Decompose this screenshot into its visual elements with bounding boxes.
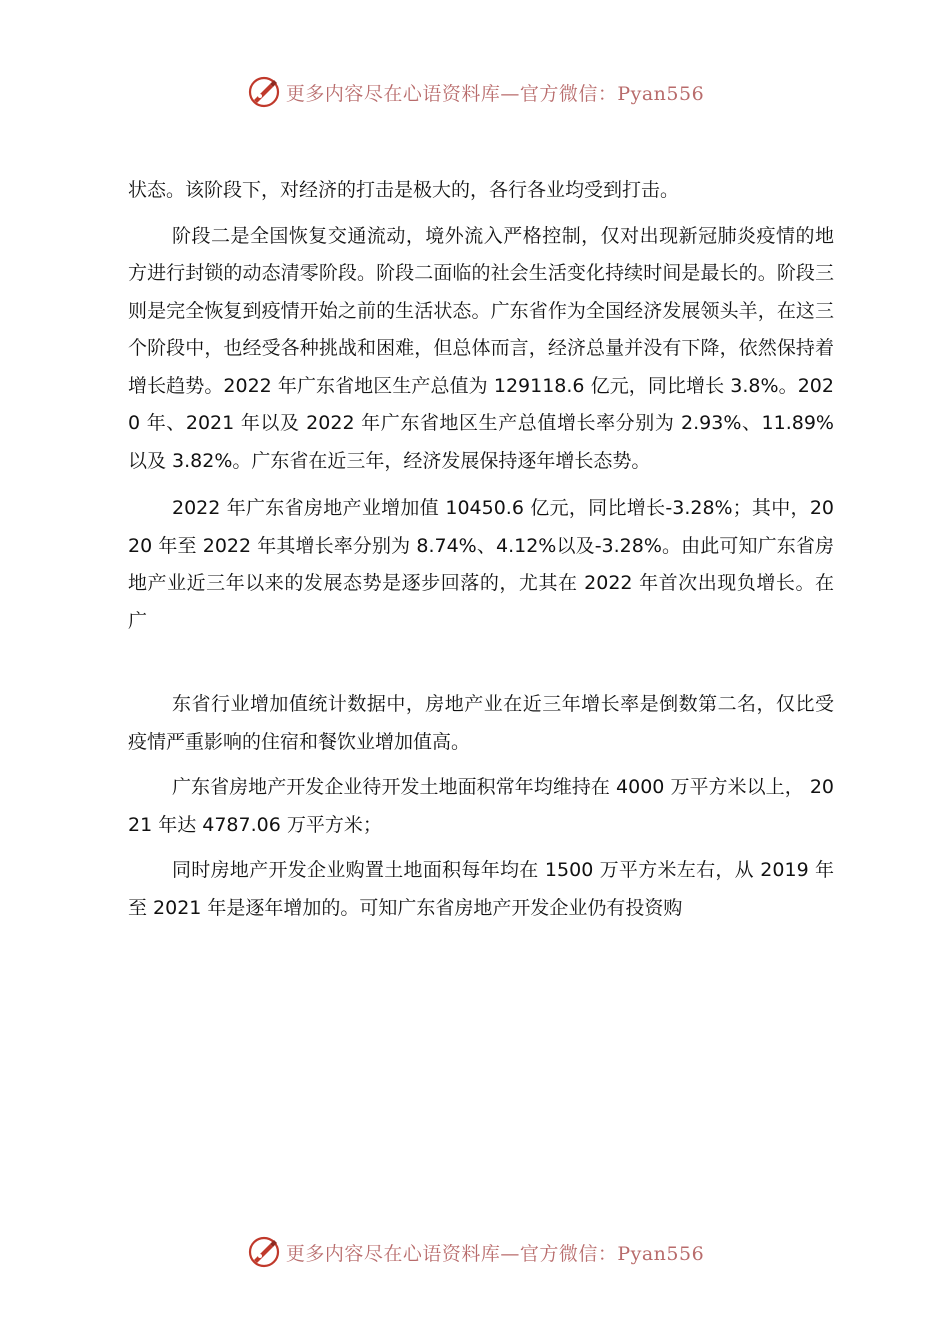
paragraph-4: 东省行业增加值统计数据中，房地产业在近三年增长率是倒数第二名，仅比受疫情严重影响的住宿和餐饮业增加值高。 xyxy=(128,693,834,753)
pen-logo-icon xyxy=(246,74,282,110)
header-text: 更多内容尽在心语资料库—官方微信：Pyan556 xyxy=(285,82,705,105)
paragraph-1: 状态。该阶段下，对经济的打击是极大的，各行各业均受到打击。 xyxy=(128,179,680,201)
footer-banner xyxy=(0,1230,950,1274)
header-banner xyxy=(0,70,950,114)
paragraph-3: 2022 年广东省房地产业增加值 10450.6 亿元，同比增长-3.28%；其中，2020 年至 2022 年其增长率分别为 8.74%、4.12%以及-3.28%。由此可知广东省房地产业近三年以来的发展态势是逐步回落的，尤其在 2022 年首次出现负增长。在广 xyxy=(128,497,834,632)
paragraph-5: 广东省房地产开发企业待开发土地面积常年均维持在 4000 万平方米以上， 2021 年达 4787.06 万平方米； xyxy=(128,776,834,836)
footer-text: 更多内容尽在心语资料库—官方微信：Pyan556 xyxy=(285,1242,705,1265)
pen-logo-icon xyxy=(246,1234,282,1270)
paragraph-2: 阶段二是全国恢复交通流动，境外流入严格控制，仅对出现新冠肺炎疫情的地方进行封锁的动态清零阶段。阶段二面临的社会生活变化持续时间是最长的。阶段三则是完全恢复到疫情开始之前的生活状态。广东省作为全国经济发展领头羊，在这三个阶段中，也经受各种挑战和困难，但总体而言，经济总量并没有下降，依然保持着增长趋势。2022 年广东省地区生产总值为 129118.6 亿元，同比增长 3.8%。2020 年、2021 年以及 2022 年广东省地区生产总值增长率分别为 2.93%、11.89%以及 3.82%。广东省在近三年，经济发展保持逐年增长态势。 xyxy=(128,224,834,472)
document-body xyxy=(128,172,834,927)
paragraph-6: 同时房地产开发企业购置土地面积每年均在 1500 万平方米左右，从 2019 年至 2021 年是逐年增加的。可知广东省房地产开发企业仍有投资购 xyxy=(128,859,834,919)
